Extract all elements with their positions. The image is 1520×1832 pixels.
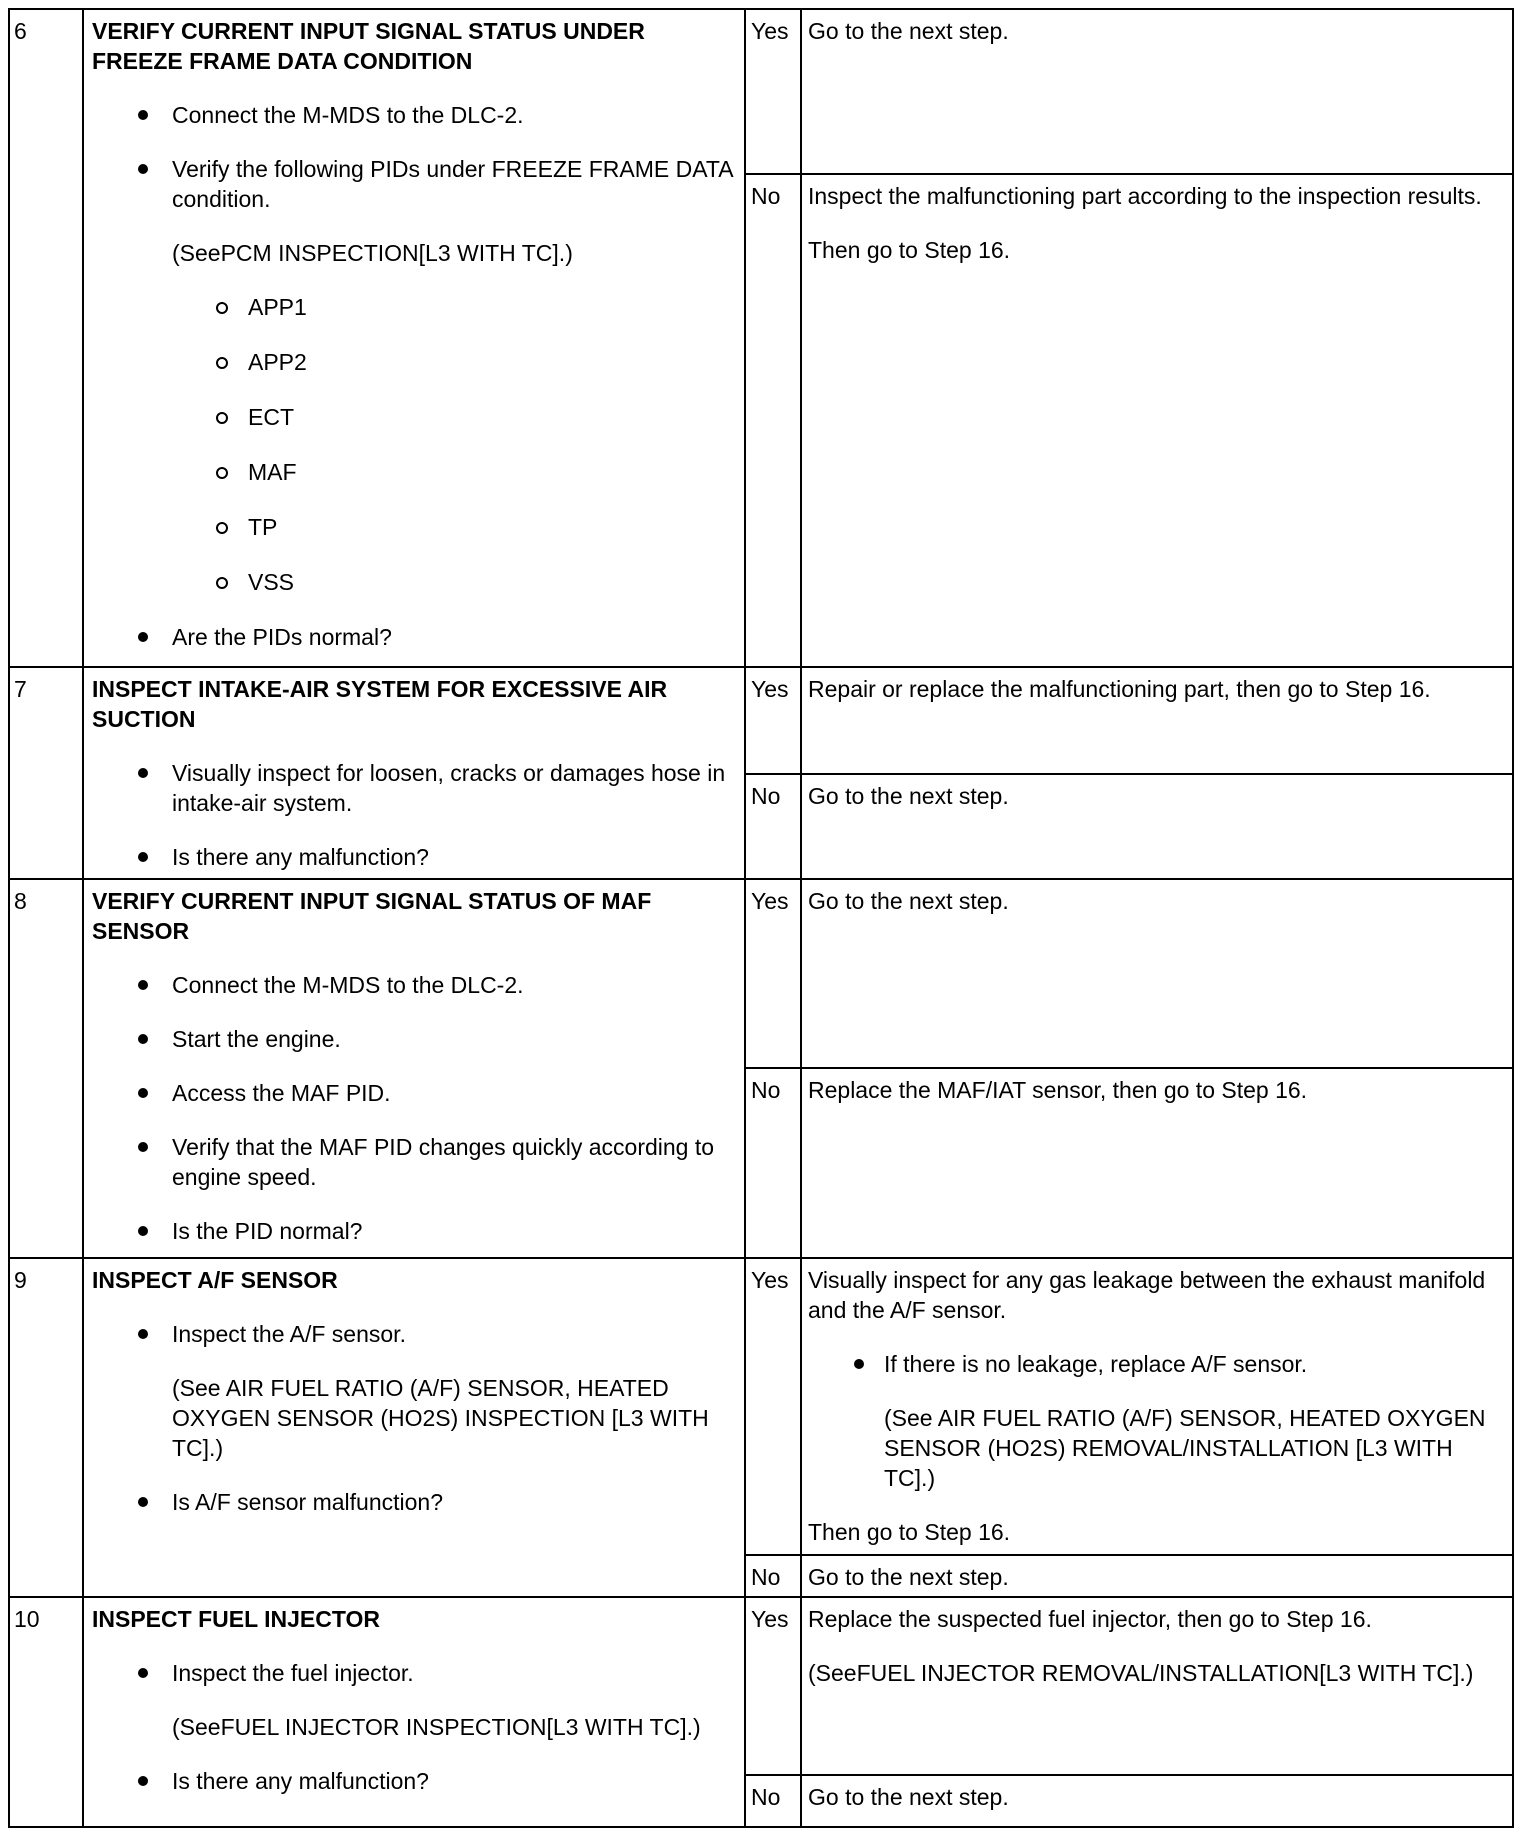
yes-result	[801, 667, 1513, 774]
action-bullet: Connect the M-MDS to the DLC-2.	[92, 970, 738, 1000]
action-question: Is there any malfunction?	[92, 1766, 738, 1796]
no-result	[801, 1068, 1513, 1258]
no-label: No	[745, 1068, 801, 1258]
step-title: INSPECT FUEL INJECTOR	[92, 1606, 380, 1632]
pid-item: APP2	[92, 347, 738, 377]
yes-result-text: Visually inspect for any gas leakage between the exhaust manifold and the A/F sensor.	[808, 1267, 1486, 1323]
no-result	[801, 774, 1513, 879]
reference-link[interactable]: (SeePCM INSPECTION[L3 WITH TC].)	[172, 240, 573, 266]
no-label: No	[745, 1775, 801, 1827]
yes-result-text: Repair or replace the malfunctioning part, then go to Step 16.	[808, 676, 1431, 702]
action-bullet: Inspect the A/F sensor.	[92, 1319, 738, 1349]
action-question: Is the PID normal?	[92, 1216, 738, 1246]
pid-item: MAF	[92, 457, 738, 487]
yes-label: Yes	[745, 1258, 801, 1555]
action-question: Are the PIDs normal?	[92, 622, 738, 652]
no-result-text: Inspect the malfunctioning part according to the inspection results.	[808, 183, 1482, 209]
reference-link[interactable]: (See AIR FUEL RATIO (A/F) SENSOR, HEATED OXYGEN SENSOR (HO2S) INSPECTION [L3 WITH TC].)	[172, 1375, 709, 1461]
yes-result-bullet: If there is no leakage, replace A/F sensor.	[808, 1349, 1504, 1379]
no-label: No	[745, 174, 801, 667]
reference-link[interactable]: (SeeFUEL INJECTOR INSPECTION[L3 WITH TC].)	[172, 1714, 701, 1740]
pid-item: VSS	[92, 567, 738, 597]
no-result	[801, 174, 1513, 667]
reference-link[interactable]: (See AIR FUEL RATIO (A/F) SENSOR, HEATED OXYGEN SENSOR (HO2S) REMOVAL/INSTALLATION [L3 WITH TC].)	[884, 1405, 1486, 1491]
pid-item: TP	[92, 512, 738, 542]
step-action	[83, 1258, 745, 1597]
yes-label: Yes	[745, 879, 801, 1068]
step-number: 7	[9, 667, 83, 879]
no-label: No	[745, 774, 801, 879]
step-title: VERIFY CURRENT INPUT SIGNAL STATUS OF MAF SENSOR	[92, 888, 652, 944]
step-title: INSPECT INTAKE-AIR SYSTEM FOR EXCESSIVE AIR SUCTION	[92, 676, 668, 732]
action-bullet: Inspect the fuel injector.	[92, 1658, 738, 1688]
pid-item: APP1	[92, 292, 738, 322]
no-result-text: Then go to Step 16.	[808, 237, 1011, 263]
step-row-9	[9, 1258, 1513, 1555]
yes-result-text: Replace the suspected fuel injector, then go to Step 16.	[808, 1606, 1372, 1632]
yes-result-text: Go to the next step.	[808, 18, 1009, 44]
yes-result	[801, 1258, 1513, 1555]
yes-result	[801, 9, 1513, 174]
step-action	[83, 9, 745, 667]
yes-result-text: Then go to Step 16.	[808, 1519, 1011, 1545]
step-row-8	[9, 879, 1513, 1068]
action-bullet: Start the engine.	[92, 1024, 738, 1054]
no-result-text: Go to the next step.	[808, 1564, 1009, 1590]
step-number: 8	[9, 879, 83, 1258]
no-result-text: Go to the next step.	[808, 783, 1009, 809]
action-bullet: Access the MAF PID.	[92, 1078, 738, 1108]
step-action	[83, 1597, 745, 1827]
yes-label: Yes	[745, 667, 801, 774]
yes-result	[801, 879, 1513, 1068]
step-number: 6	[9, 9, 83, 667]
no-result-text: Replace the MAF/IAT sensor, then go to Step 16.	[808, 1077, 1308, 1103]
no-result	[801, 1775, 1513, 1827]
step-row-7	[9, 667, 1513, 774]
yes-result-text: Go to the next step.	[808, 888, 1009, 914]
pid-item: ECT	[92, 402, 738, 432]
no-label: No	[745, 1555, 801, 1597]
yes-label: Yes	[745, 1597, 801, 1775]
diagnostic-procedure-table	[8, 8, 1514, 1828]
step-action	[83, 667, 745, 879]
action-question: Is there any malfunction?	[92, 842, 738, 872]
action-bullet: Connect the M-MDS to the DLC-2.	[92, 100, 738, 130]
step-title: INSPECT A/F SENSOR	[92, 1267, 338, 1293]
step-number: 9	[9, 1258, 83, 1597]
yes-result	[801, 1597, 1513, 1775]
yes-label: Yes	[745, 9, 801, 174]
no-result	[801, 1555, 1513, 1597]
step-title: VERIFY CURRENT INPUT SIGNAL STATUS UNDER FREEZE FRAME DATA CONDITION	[92, 18, 645, 74]
no-result-text: Go to the next step.	[808, 1784, 1009, 1810]
action-bullet: Verify that the MAF PID changes quickly according to engine speed.	[92, 1132, 738, 1192]
action-bullet: Verify the following PIDs under FREEZE FRAME DATA condition.	[92, 154, 738, 214]
step-row-10	[9, 1597, 1513, 1775]
step-number: 10	[9, 1597, 83, 1827]
step-row-6	[9, 9, 1513, 174]
action-question: Is A/F sensor malfunction?	[92, 1487, 738, 1517]
step-action	[83, 879, 745, 1258]
reference-link[interactable]: (SeeFUEL INJECTOR REMOVAL/INSTALLATION[L3 WITH TC].)	[808, 1660, 1474, 1686]
action-bullet: Visually inspect for loosen, cracks or damages hose in intake-air system.	[92, 758, 738, 818]
